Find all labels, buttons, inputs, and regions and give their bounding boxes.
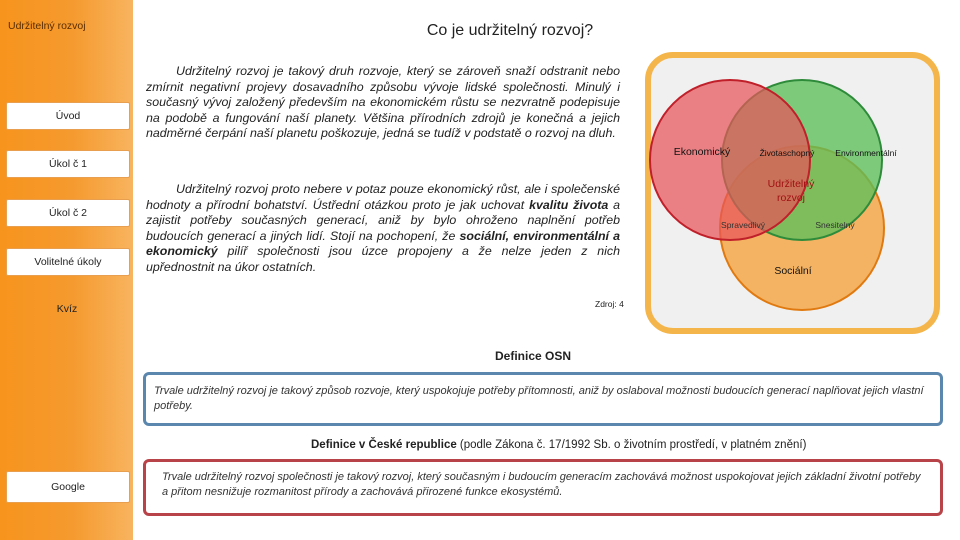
sidebar-item-volitelne-ukoly[interactable]: Volitelné úkoly — [6, 248, 130, 276]
venn-label-social: Sociální — [774, 265, 812, 277]
sidebar-brand: Udržitelný rozvoj — [8, 20, 86, 32]
venn-label-economic: Ekonomický — [673, 146, 731, 158]
cr-heading — [311, 439, 806, 451]
venn-circle-economic — [650, 80, 810, 240]
page-title: Co je udržitelný rozvoj? — [426, 22, 594, 39]
pillars-text-1: Udržitelný rozvoj proto nebere v potaz pouze ekonomický růst, ale i společenské hodnoty a přírodní bohatství. Ústřední otázkou proto je jak uchovat — [146, 182, 620, 212]
venn-label-fair: Spravedlivý — [721, 220, 765, 230]
pillars-bold-quality: kvalitu života — [529, 197, 609, 212]
osn-definition-box: Trvale udržitelný rozvoj je takový způsob rozvoje, který uspokojuje potřeby přítomnosti, aniž by oslaboval možnosti budoucích generací naplňovat jejich vlastní potřeby. — [143, 372, 943, 426]
venn-label-sustainable-line2: rozvoj — [776, 192, 806, 204]
source-note: Zdroj: 4 — [595, 299, 624, 309]
venn-label-environmental: Environmentální — [835, 148, 897, 158]
pillars-text-3: pilíř společnosti jsou úzce propojeny a že nelze jeden z nich upřednostnit na úkor ostatních. — [146, 244, 620, 274]
osn-heading: Definice OSN — [495, 349, 572, 363]
intro-paragraph: Udržitelný rozvoj je takový druh rozvoje, který se zároveň snaží odstranit nebo zmírnit negativní projevy dosavadního způsobu vývoje lidské společnosti. Minulý i současný vývoj založený především na ekonomickém růstu se nezvratně podepisuje na podobě a fungování naší planety. Většina přírodních zdrojů je konečná a jejich nadměrné čerpání naší planetu poškozuje, jedná se tudíž v podstatě o rozvoj na dluh. — [146, 64, 620, 140]
venn-label-sustainable-line1: Udržitelný — [767, 178, 815, 190]
sidebar-item-uvod[interactable]: Úvod — [6, 102, 130, 130]
sidebar-item-kviz[interactable]: Kvíz — [56, 303, 78, 315]
venn-label-viable: Životaschopný — [759, 148, 815, 158]
cr-heading-bold: Definice v České republice — [311, 439, 457, 451]
pillars-bold-pillars: sociální, environmentální a ekonomický — [146, 228, 620, 258]
sidebar-item-ukol-1[interactable]: Úkol č 1 — [6, 150, 130, 178]
pillars-text-2: a zajistit potřeby současných generací, aniž by bylo ohroženo naplnění potřeb budoucích generací a jiných lidí. Stojí na pochopení, že — [146, 197, 621, 243]
cr-heading-rest: (podle Zákona č. 17/1992 Sb. o životním prostředí, v platném znění) — [456, 439, 807, 451]
sidebar-item-google[interactable]: Google — [6, 471, 130, 503]
venn-label-bearable: Snesitelný — [815, 220, 855, 230]
pillars-paragraph — [146, 182, 620, 275]
sidebar-item-ukol-2[interactable]: Úkol č 2 — [6, 199, 130, 227]
venn-diagram — [645, 52, 940, 334]
sidebar — [0, 0, 133, 540]
cr-definition-box: Trvale udržitelný rozvoj společnosti je takový rozvoj, který současným i budoucím generacím zachovává možnost uspokojovat jejich základní životní potřeby a přitom nesnižuje rozmanitost přírody a zachovává přirozené funkce ekosystémů. — [143, 459, 943, 516]
